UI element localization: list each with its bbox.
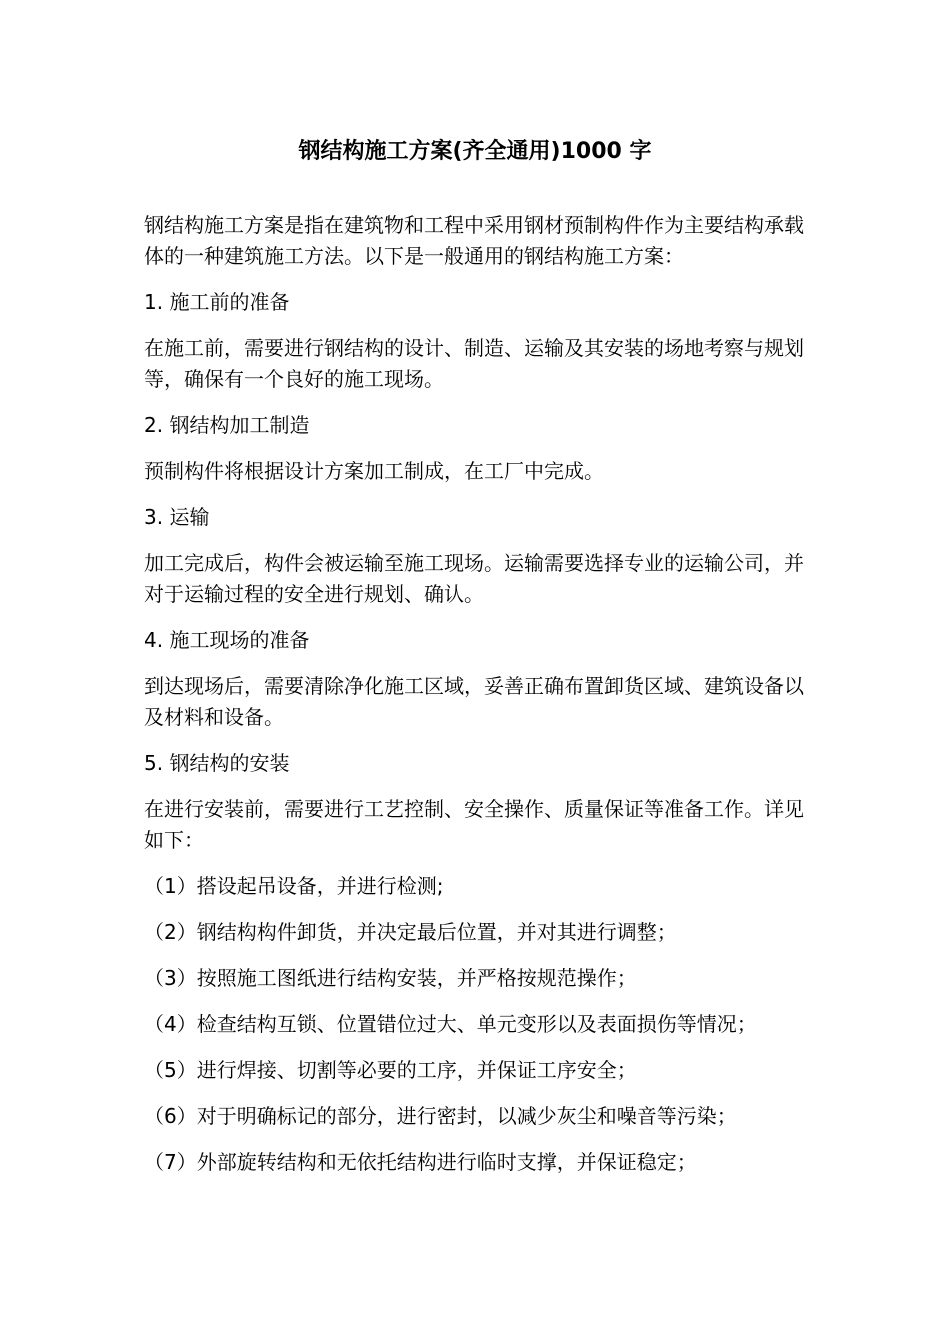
list-item: （1）搭设起吊设备，并进行检测; xyxy=(144,874,444,898)
section-text-site-preparation: 到达现场后，需要清除净化施工区域，妥善正确布置卸货区域、建筑设备以及材料和设备。 xyxy=(144,674,804,729)
list-item: （4）检查结构互锁、位置错位过大、单元变形以及表面损伤等情况； xyxy=(144,1012,757,1036)
section-heading-fabrication: 2. 钢结构加工制造 xyxy=(144,413,310,437)
section-text-preparation: 在施工前，需要进行钢结构的设计、制造、运输及其安装的场地考察与规划等，确保有一个良好的施工现场。 xyxy=(144,336,804,391)
document-title: 钢结构施工方案(齐全通用)1000 字 xyxy=(298,139,652,164)
section-heading-transport: 3. 运输 xyxy=(144,505,210,529)
document-body xyxy=(144,210,804,1193)
list-item: （6）对于明确标记的部分，进行密封，以减少灰尘和噪音等污染； xyxy=(144,1104,737,1128)
section-text-installation: 在进行安装前，需要进行工艺控制、安全操作、质量保证等准备工作。详见如下： xyxy=(144,797,804,852)
section-text-fabrication: 预制构件将根据设计方案加工制成，在工厂中完成。 xyxy=(144,459,604,483)
section-heading-site-preparation: 4. 施工现场的准备 xyxy=(144,628,310,652)
list-item: （5）进行焊接、切割等必要的工序，并保证工序安全； xyxy=(144,1058,637,1082)
list-item: （2）钢结构构件卸货，并决定最后位置，并对其进行调整； xyxy=(144,920,677,944)
section-heading-installation: 5. 钢结构的安装 xyxy=(144,751,290,775)
section-heading-preparation: 1. 施工前的准备 xyxy=(144,290,290,314)
list-item: （7）外部旋转结构和无依托结构进行临时支撑，并保证稳定； xyxy=(144,1150,697,1174)
intro-paragraph: 钢结构施工方案是指在建筑物和工程中采用钢材预制构件作为主要结构承载体的一种建筑施工方法。以下是一般通用的钢结构施工方案： xyxy=(144,213,804,268)
section-text-transport: 加工完成后，构件会被运输至施工现场。运输需要选择专业的运输公司，并对于运输过程的安全进行规划、确认。 xyxy=(144,551,804,606)
list-item: （3）按照施工图纸进行结构安装，并严格按规范操作； xyxy=(144,966,637,990)
